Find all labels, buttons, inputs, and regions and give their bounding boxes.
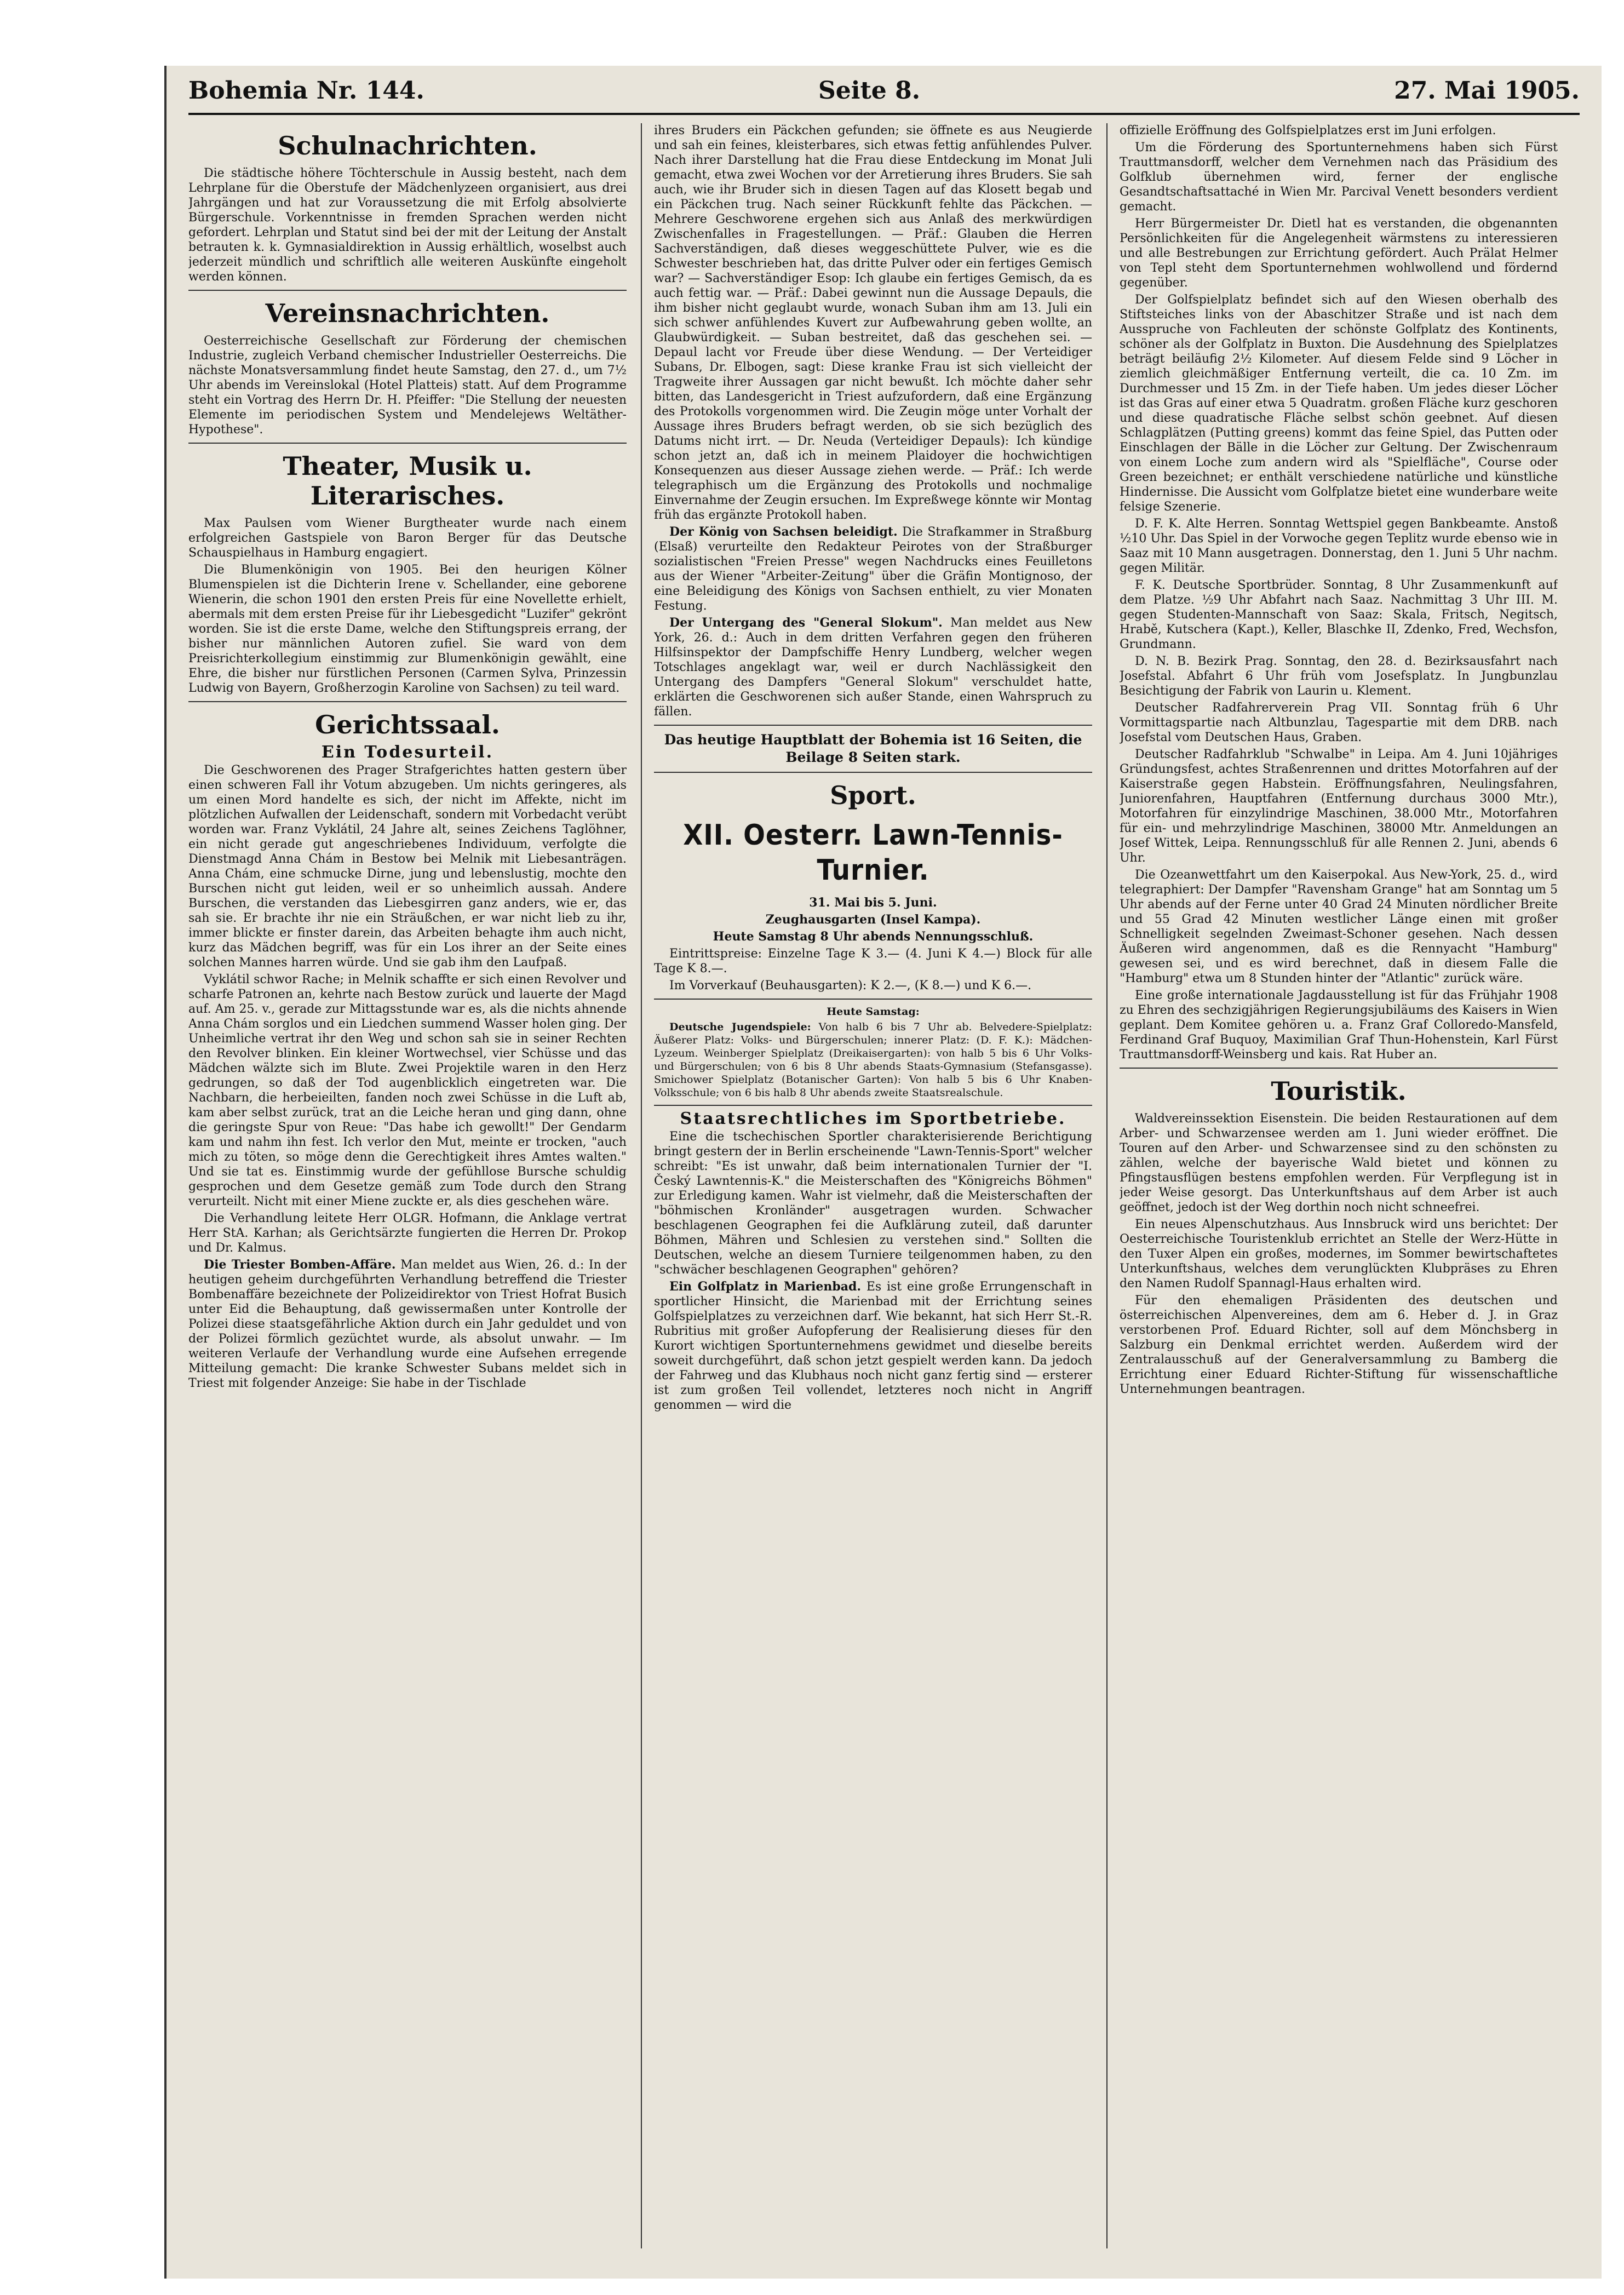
divider	[188, 290, 627, 291]
ad-prices: Eintrittspreise: Einzelne Tage K 3.— (4. Juni K 4.—) Block für alle Tage K 8.—.	[654, 947, 1092, 976]
issue-date: 27. Mai 1905.	[1394, 77, 1580, 105]
article-text: Oesterreichische Gesellschaft zur Förderung der chemischen Industrie, zugleich Verband chemischer Industrieller Oesterreichs. Die nächste Monatsversammlung findet heute Samstag, den 27. d., um 7½ Uhr abends im Vereinslokal (Hotel Platteis) statt. Auf dem Programme steht ein Vortrag des Herrn Dr. H. Pfeiffer: "Die Stellung der neuesten Elemente im periodischen System und Mendelejews Weltäther-Hypothese".	[188, 334, 627, 437]
newspaper-page	[164, 66, 1602, 2279]
sport-notice: D. N. B. Bezirk Prag. Sonntag, den 28. d. Bezirksausfahrt nach Josefstal. Abfahrt 6 Uhr früh vom Josefsplatz. In Jungbunzlau Besichtigung der Fabrik von Laurin u. Klement.	[1120, 655, 1558, 698]
section-title-theater: Theater, Musik u. Literarisches.	[283, 451, 532, 510]
article-text: Die städtische höhere Töchterschule in Aussig besteht, nach dem Lehrplane für die Oberstufe der Mädchenlyzeen organisiert, aus drei Jahrgängen und hat zur Voraussetzung die mit Erfolg absolvierte Bürgerschule. Vorkenntnisse in fremden Sprachen werden nicht gefordert. Lehrplan und Statut sind bei der mit der Leitung der Anstalt betrauten k. k. Gymnasialdirektion in Aussig erhältlich, woselbst auch jederzeit mündlich und schriftlich alle weiteren Auskünfte eingeholt werden können.	[188, 167, 627, 284]
article-text: Vyklátil schwor Rache; in Melnik schaffte er sich einen Revolver und scharfe Patronen an, kehrte nach Bestow zurück und lauerte der Magd auf. Am 25. v., gerade zur Mittagsstunde war es, als die nichts ahnende Anna Chám sorglos und ein Liedchen summend Wasser holen ging. Der Unheimliche vertrat ihr den Weg und schon sah sie in seiner Rechten den Revolver blinken. Ein kleiner Wortwechsel, vier Schüsse und das Mädchen wälzte sich im Blute. Zwei Projektile waren in den Herz gedrungen, so daß der Tod augenblicklich eingetreten war. Die Nachbarn, die herbeieilten, fanden noch zwei Schüsse in die Luft ab, kam aber selbst zurück, trat an die Leiche heran und ging dann, ohne die geringste Spur von Reue: "Das habe ich gewollt!" Der Gendarm kam und nahm ihn fest. Ich verlor den Mut, meinte er trocken, "auch mich zu töten, so möge denn die Gerechtigkeit ihres Amtes walten." Und sie tat es. Einstimmig wurde der gefühllose Bursche schuldig gesprochen und dem Gesetze gemäß zum Tode durch den Strang verurteilt. Nicht mit einer Miene zuckte er, als dies geschehen wäre.	[188, 973, 627, 1208]
article-text: Der Golfspielplatz befindet sich auf den Wiesen oberhalb des Stiftsteiches links von der Abaschitzer Straße und ist nach dem Ausspruche von Fachleuten der schönste Golfplatz des Kontinents, schöner als der Golfplatz in Buxton. Die Ausdehnung des Spielplatzes beträgt beiläufig 2½ Kilometer. Auf diesem Felde sind 9 Löcher in ziemlich gleichmäßiger Entfernung verteilt, die ca. 10 Zm. im Durchmesser und 15 Zm. in der Tiefe haben. Um jedes dieser Löcher ist das Gras auf einer etwa 5 Quadratm. großen Fläche kurz geschoren und diese quadratische Fläche selbst schön geebnet. Auf diesen Schlagplätzen (Putting greens) kommt das feine Spiel, das Putten oder Einschlagen der Bälle in die Löcher zur Geltung. Der Zwischenraum von einem Loche zum andern wird als "Spielfläche", Course oder Green bezeichnet; er enthält verschiedene natürliche und künstliche Hindernisse. Die Aussicht vom Golfplatze bietet eine wunderbare weite felsige Szenerie.	[1120, 293, 1558, 514]
ad-turnier-place: Zeughausgarten (Insel Kampa).	[765, 913, 981, 927]
article-title-golf: Ein Golfplatz in Marienbad.	[669, 1280, 862, 1294]
article-text: Herr Bürgermeister Dr. Dietl hat es verstanden, die obgenannten Persönlichkeiten für die Angelegenheit wärmstens zu interessieren und alle Bestrebungen zur Errichtung gefördert. Auch Prälat Helmer von Tepl steht dem Sportunternehmen wohlwollend und fördernd gegenüber.	[1120, 217, 1558, 290]
divider	[654, 772, 1092, 773]
divider	[188, 443, 627, 444]
article-title-staats: Staatsrechtliches im Sportbetriebe.	[680, 1109, 1066, 1128]
article-text: offizielle Eröffnung des Golfspielplatzes erst im Juni erfolgen.	[1120, 124, 1496, 137]
column-divider	[1106, 123, 1107, 2248]
header-rule	[188, 113, 1580, 115]
article-text: Eine die tschechischen Sportler charakterisierende Berichtigung bringt gestern der in Berlin erscheinende "Lawn-Tennis-Sport" welcher schreibt: "Es ist unwahr, daß beim internationalen Turnier der "I. Český Lawntennis-K." die Meisterschaften des "Königreichs Böhmen" zur Erledigung kamen. Wahr ist vielmehr, daß die Meisterschaften der "böhmischen Kronländer" ausgetragen wurden. Schwacher beschlagenen Geographen fei die Aufklärung zuteil, daß darunter Böhmen, Mähren und Schlesien zu verstehen sind." Sollten die Deutschen, welche an diesem Turniere teilgenommen haben, zu den "schwächer beschlagenen Geographen" gehören?	[654, 1130, 1092, 1277]
column-1	[188, 123, 627, 2259]
ad-turnier-dates: 31. Mai bis 5. Juni.	[809, 896, 937, 910]
article-text: Es ist eine große Errungenschaft in sportlicher Hinsicht, die Marienbad mit der Errichtung seines Golfspielplatzes zu verzeichnen darf. Wie bekannt, hat sich Herr St.-R. Rubritius mit großer Aufopferung der Realisierung dieses für den Kurort wichtigen Sportunternehmens gewidmet und dieselbe bereits soweit durchgeführt, daß schon jetzt gespielt werden kann. Da jedoch der Fahrweg und das Klubhaus noch nicht ganz fertig sind — ersterer ist zum großen Teil vollendet, letzteres noch nicht in Angriff genommen — wird die	[654, 1280, 1092, 1412]
article-title-koenig: Der König von Sachsen beleidigt.	[669, 525, 898, 539]
article-text: Die Blumenkönigin von 1905. Bei den heurigen Kölner Blumenspielen ist die Dichterin Irene v. Schellander, eine geborene Wienerin, die schon 1901 den ersten Preis für eine Novellette erhielt, abermals mit dem ersten Preise für ihr Liebesgedicht "Luzifer" gekrönt worden. Sie ist die erste Dame, welche den Stiftungspreis errang, der bisher nur männlichen Autoren zufiel. Sie ward von dem Preisrichterkollegium einstimmig zur Blumenkönigin gewählt, eine Ehre, die bisher nur fürstlichen Personen (Carmen Sylva, Prinzessin Ludwig von Bayern, Großherzogin Karoline von Sachsen) zu teil ward.	[188, 563, 627, 695]
divider	[188, 701, 627, 702]
notice-box: Das heutige Hauptblatt der Bohemia ist 16 Seiten, die Beilage 8 Seiten stark.	[664, 732, 1082, 765]
sport-notice: Deutscher Radfahrklub "Schwalbe" in Leipa. Am 4. Juni 10jähriges Gründungsfest, achtes Straßenrennen und drittes Motorfahren auf der Kaiserstraße gegen Habstein. Eröffnungsfahren, Neulingsfahren, Juniorenfahren, Hauptfahren (Entfernung durchaus 3000 Mtr.), Motorfahren für einzylindrige Maschinen, 38.000 Mtr., Motorfahren für ein- und mehrzylindrige Maschinen, 38000 Mtr. Anmeldungen an Josef Wittek, Leipa. Rennungsschluß für alle Rennen 2. Juni, abends 6 Uhr.	[1120, 748, 1558, 865]
jugend-text: Von halb 6 bis 7 Uhr ab. Belvedere-Spielplatz: Äußerer Platz: Volks- und Bürgerschulen; innerer Platz: (D. F. K.): Mädchen-Lyzeum. Weinberger Spielplatz (Dreikaisergarten): von halb 5 bis 6 Uhr Volks- und Bürgerschulen; von 6 bis 8 Uhr abends Staats-Gymnasium (Stefansgasse). Smichower Spielplatz (Botanischer Garten): Von halb 5 bis 6 Uhr Knaben-Volksschule; von 6 bis halb 8 Uhr abends zweite Staatsrealschule.	[654, 1021, 1092, 1099]
article-text: Die Strafkammer in Straßburg (Elsaß) verurteilte den Redakteur Peirotes von der Straßburger sozialistischen "Freien Presse" wegen Nachdrucks eines Feuilletons aus der Wiener "Arbeiter-Zeitung" über die Gräfin Montignoso, der eine Beleidigung des Königs von Sachsen enthielt, zu vier Monaten Festung.	[654, 525, 1092, 613]
column-3	[1120, 123, 1558, 2259]
sport-notice: Deutscher Radfahrerverein Prag VII. Sonntag früh 6 Uhr Vormittagspartie nach Altbunzlau, Tagespartie mit dem DRB. nach Josefstal vom Deutschen Haus, Graben.	[1120, 701, 1558, 744]
article-title-bomben: Die Triester Bomben-Affäre.	[204, 1258, 396, 1272]
article-text: Max Paulsen vom Wiener Burgtheater wurde nach einem erfolgreichen Gastspiele von Baron Berger für das Deutsche Schauspielhaus in Hamburg engagiert.	[188, 517, 627, 560]
article-text: Um die Förderung des Sportunternehmens haben sich Fürst Trauttmansdorff, welcher dem Vernehmen nach das Präsidium des Golfklub übernehmen wird, ferner der englische Gesandtschaftsattaché in Wien Mr. Parcival Venett besonders verdient gemacht.	[1120, 141, 1558, 214]
page-number: Seite 8.	[818, 77, 921, 105]
ad-turnier-deadline: Heute Samstag 8 Uhr abends Nennungsschluß.	[713, 930, 1034, 944]
article-title-todesurteil: Ein Todesurteil.	[321, 743, 494, 762]
sport-notice: Die Ozeanwettfahrt um den Kaiserpokal. Aus New-York, 25. d., wird telegraphiert: Der Dampfer "Ravensham Grange" hat am Sonntag um 5 Uhr abends auf der Ferne unter 40 Grad 24 Minuten nördlicher Breite und 55 Grad 42 Minuten westlicher Länge einen mit großer Schnelligkeit segelnden Zweimast-Schoner gesehen. Nach dessen Äußeren wird angenommen, daß es die Rennyacht "Hamburg" gewesen sei, und es wird berechnet, daß in diesem Falle die "Hamburg" etwa um 8 Stunden hinter der "Atlantic" zurück wäre.	[1120, 868, 1558, 985]
page-header	[188, 66, 1580, 110]
article-text: Man meldet aus Wien, 26. d.: In der heutigen geheim durchgeführten Verhandlung betreffend die Triester Bombenaffäre bezeichnete der Polizeidirektor von Triest Hofrat Busich unter Eid die Behauptung, daß gewissermaßen unter Kontrolle der Polizei diese staatsgefährliche Aktion durch ein Jahr geduldet und von der Polizei förmlich gezüchtet wurde, als absolut unwahr. — Im weiteren Verlaufe der Verhandlung wurde eine Aufsehen erregende Mitteilung gemacht: Die kranke Schwester Subans meldet sich in Triest mit folgender Anzeige: Sie habe in der Tischlade	[188, 1258, 627, 1390]
paper-issue: Bohemia Nr. 144.	[188, 77, 424, 105]
column-2	[654, 123, 1092, 2259]
column-divider	[641, 123, 642, 2248]
sport-notice: Eine große internationale Jagdausstellung ist für das Frühjahr 1908 zu Ehren des sechzigjährigen Regierungsjubiläums des Kaisers in Wien geplant. Dem Komitee gehören u. a. Franz Graf Colloredo-Mansfeld, Ferdinand Graf Buquoy, Maximilian Graf Thun-Hohenstein, Karl Fürst Trauttmansdorff-Weinsberg und kais. Rat Huber an.	[1120, 989, 1558, 1062]
article-text: Für den ehemaligen Präsidenten des deutschen und österreichischen Alpenvereines, dem am 6. Heber d. J. in Graz verstorbenen Prof. Eduard Richter, soll auf dem Mönchsberg in Salzburg ein Denkmal errichtet werden. Außerdem wird der Zentralausschuß auf der Generalversammlung zu Bamberg die Errichtung einer Eduard Richter-Stiftung für wissenschaftliche Unternehmungen beantragen.	[1120, 1294, 1558, 1396]
divider	[1120, 1068, 1558, 1069]
article-text: Die Verhandlung leitete Herr OLGR. Hofmann, die Anklage vertrat Herr StA. Karhan; als Gerichtsärzte fungierten die Herren Dr. Prokop und Dr. Kalmus.	[188, 1212, 627, 1255]
ad-presale: Im Vorverkauf (Beuhausgarten): K 2.—, (K 8.—) und K 6.—.	[669, 979, 1032, 992]
article-text: Ein neues Alpenschutzhaus. Aus Innsbruck wird uns berichtet: Der Oesterreichische Touristenklub errichtet an Stelle der Werz-Hütte in den Tuxer Alpen ein großes, modernes, im Sommer bewirtschaftetes Unterkunftshaus, welches dem verunglückten Klubpräses zu Ehren den Namen Rudolf Spannagl-Haus erhalten wird.	[1120, 1218, 1558, 1290]
article-text: Waldvereinssektion Eisenstein. Die beiden Restaurationen auf dem Arber- und Schwarzensee werden am 1. Juni wieder eröffnet. Die Touren auf den Arber- und Schwarzensee sind zu den schönsten zu zählen, welche der bayerische Wald bietet und können zu Pfingstausflügen bestens empfohlen werden. Für Verpflegung ist in jeder Weise gesorgt. Das Unterkunftshaus auf dem Arber ist auch geöffnet, jedoch ist der Weg dorthin noch nicht schneefrei.	[1120, 1112, 1558, 1214]
heute-heading: Heute Samstag:	[827, 1006, 920, 1018]
divider	[654, 1105, 1092, 1106]
section-title-touristik: Touristik.	[1271, 1076, 1407, 1106]
sport-notice: F. K. Deutsche Sportbrüder. Sonntag, 8 Uhr Zusammenkunft auf dem Platze. ½9 Uhr Abfahrt nach Saaz. Nachmittag 3 Uhr III. M. gegen Studenten-Mannschaft von Saaz: Skala, Fritsch, Negitsch, Hrabě, Kutschera (Kapt.), Keller, Blaschke II, Zdenko, Fred, Wechsfon, Grundmann.	[1120, 578, 1558, 651]
sport-notice: D. F. K. Alte Herren. Sonntag Wettspiel gegen Bankbeamte. Anstoß ½10 Uhr. Das Spiel in der Vorwoche gegen Teplitz wurde ebenso wie in Saaz mit 10 Mann ausgetragen. Donnerstag, den 1. Juni 5 Uhr nachm. gegen Militär.	[1120, 517, 1558, 575]
jugend-title: Deutsche Jugendspiele:	[669, 1021, 811, 1033]
section-title-gericht: Gerichtssaal.	[315, 710, 500, 739]
divider	[654, 999, 1092, 1000]
section-title-sport: Sport.	[830, 781, 916, 810]
ad-turnier-title: XII. Oesterr. Lawn-Tennis-Turnier.	[683, 819, 1063, 887]
article-text: Die Geschworenen des Prager Strafgerichtes hatten gestern über einen schweren Fall ihr Votum abzugeben. Um nichts geringeres, als um einen Mord handelte es sich, der nicht im Affekte, nicht im plötzlichen Aufwallen der Leidenschaft, sondern mit Vorbedacht verübt worden war. Franz Vyklátil, 24 Jahre alt, seines Zeichens Taglöhner, ein nicht gerade gut angeschriebenes Individuum, verfolgte die Dienstmagd Anna Chám in Bestow bei Melnik mit Liebesanträgen. Anna Chám, eine schmucke Dirne, jung und lebenslustig, mochte den Burschen nicht gut leiden, weil er so unheimlich aussah. Andere Burschen, die verstanden das Liebesgirren ganz anders, wie er, das sah sie. Er brachte ihr nie ein Sträußchen, er war nicht lieb zu ihr, immer blickte er finster darein, das Arbeiten behagte ihm auch nicht, kurz das Mädchen begriff, was für ein Los ihrer an der Seite eines solchen Mannes harren würde. Und sie gab ihm den Laufpaß.	[188, 764, 627, 969]
article-text: Man meldet aus New York, 26. d.: Auch in dem dritten Verfahren gegen den früheren Hilfsinspektor der Dampfschiffe Henry Lundberg, welcher wegen Totschlages angeklagt war, weil er durch Nachlässigkeit den Untergang des Dampfers "General Slokum" verschuldet hatte, erklärten die Geschworenen sich außer Stande, einen Wahrspruch zu fällen.	[654, 616, 1092, 719]
article-title-slokum: Der Untergang des "General Slokum".	[669, 616, 943, 630]
article-text: ihres Bruders ein Päckchen gefunden; sie öffnete es aus Neugierde und sah ein feines, kleisterbares, sich etwas fettig anfühlendes Pulver. Nach ihrer Darstellung hat die Frau diese Entdeckung im Monat Juli gemacht, etwa zwei Wochen vor der Arretierung ihres Bruders. Sie sah auch, wie ihr Bruder sich in diesen Tagen auf das Klosett begab und ein Päckchen trug. Nach seiner Rückkunft fehlte das Päckchen. — Mehrere Geschworene ergehen sich aus Anlaß des merkwürdigen Zwischenfalles in Fragestellungen. — Präf.: Glauben die Herren Sachverständigen, daß dieses weggeschüttete Pulver, wie es die Schwester beschrieben hat, das dritte Pulver oder ein fertiges Gemisch war? — Sachverständiger Esop: Ich glaube ein fertiges Gemisch, da es auch fettig war. — Präf.: Dabei gewinnt nun die Aussage Depauls, die ihm bisher nicht geglaubt wurde, wonach Suban ihm am 13. Juli ein sich schwer anfühlendes Kuvert zur Aufbewahrung geben wollte, an Glaubwürdigkeit. — Suban bestreitet, daß das geschehen sei. — Depaul lacht vor Freude über diese Wendung. — Der Verteidiger Subans, Dr. Elbogen, sagt: Diese kranke Frau ist sich vielleicht der Tragweite ihrer Aussagen gar nicht bewußt. Ich möchte daher sehr bitten, das Landesgericht in Triest aufzufordern, daß eine Ergänzung des Protokolls vorgenommen wird. Die Zeugin möge unter Vorhalt der Aussage ihres Bruders befragt werden, ob sie sich bezüglich des Datums nicht irrt. — Dr. Neuda (Verteidiger Depauls): Ich kündige schon jetzt an, daß ich in meinem Plaidoyer die hochwichtigen Konsequenzen aus dieser Aussage ziehen werde. — Präf.: Ich werde telegraphisch um die Ergänzung des Protokolls und nochmalige Einvernahme der Zeugin ersuchen. Im Expreßwege könnte wir Montag früh das ergänzte Protokoll haben.	[654, 124, 1092, 522]
divider	[654, 725, 1092, 726]
section-title-verein: Vereinsnachrichten.	[265, 299, 550, 328]
section-title-schul: Schulnachrichten.	[278, 131, 537, 160]
